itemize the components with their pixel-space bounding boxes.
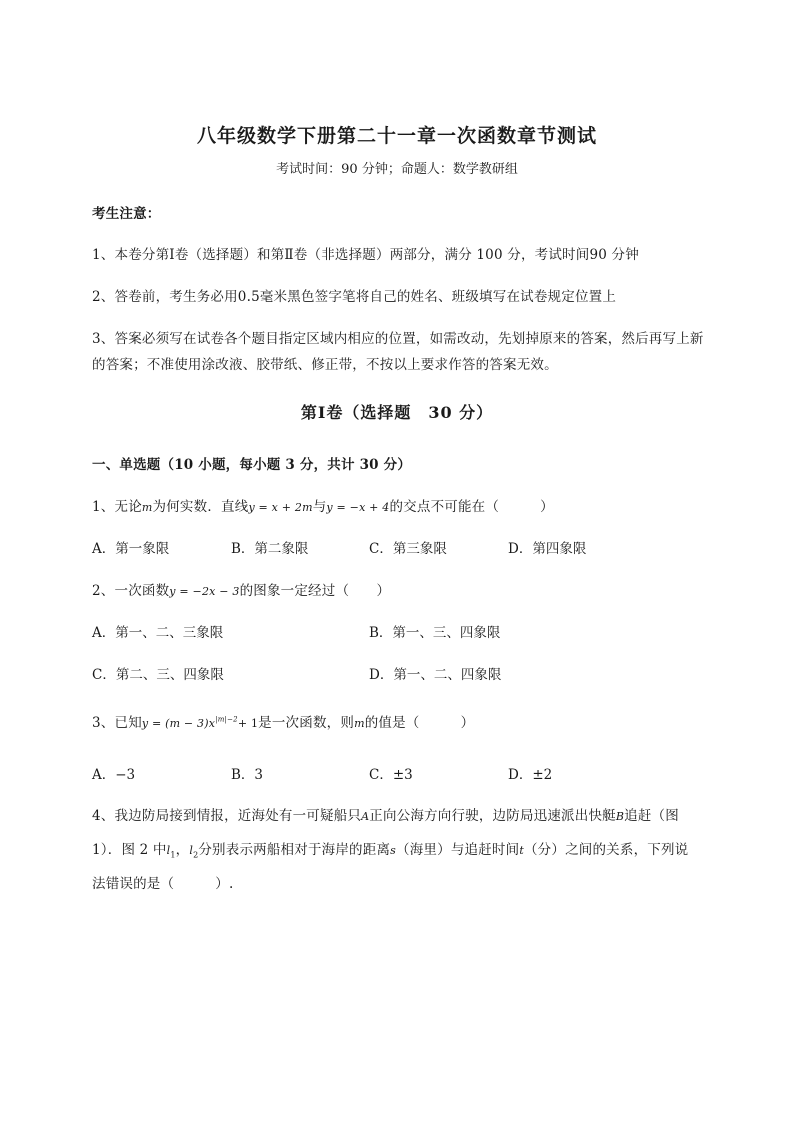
q1-var-m: m xyxy=(141,501,153,514)
page-title: 八年级数学下册第二十一章一次函数章节测试 xyxy=(196,125,597,147)
q4-text-a: 4、我边防局接到情报，近海处有一可疑船只 xyxy=(92,808,362,824)
q4-var-a: A xyxy=(361,810,370,823)
section-title: 第Ⅰ卷（选择题 30 分） xyxy=(300,403,494,422)
q4-var-l1: l xyxy=(166,844,171,857)
q1-equation-1: y = x + 2m xyxy=(248,501,313,514)
q3-text-b: 是一次函数，则 xyxy=(258,715,355,731)
q4-text-c: 追赶（图 xyxy=(624,808,679,824)
question-2-stem xyxy=(92,579,390,599)
q4-var-b: B xyxy=(615,810,625,823)
q3-option-a: A．−3 xyxy=(92,767,136,783)
q3-equation-tail: + 1 xyxy=(237,717,259,730)
q3-option-c: C．±3 xyxy=(369,767,413,783)
question-1-stem xyxy=(92,495,554,515)
q1-text-b: 为何实数．直线 xyxy=(152,499,249,515)
q3-option-b: B．3 xyxy=(231,767,264,783)
q2-option-c: C．第二、三、四象限 xyxy=(92,667,224,683)
notice-item-1: 1、本卷分第Ⅰ卷（选择题）和第Ⅱ卷（非选择题）两部分，满分 100 分，考试时间90 分钟 xyxy=(92,247,639,263)
q2-text-a: 2、一次函数 xyxy=(92,583,170,599)
q3-text-c: 的值是（ ） xyxy=(364,715,475,731)
part-title: 一、单选题（10 小题，每小题 3 分，共计 30 分） xyxy=(92,457,412,473)
q1-option-b: B．第二象限 xyxy=(231,541,309,557)
q4-sub-1: 1 xyxy=(170,850,176,860)
question-4-stem-line-3: 法错误的是（ ）. xyxy=(92,876,234,892)
q2-equation: y = −2x − 3 xyxy=(169,585,240,598)
q4-text-f: 分别表示两船相对于海岸的距离 xyxy=(198,842,391,858)
q3-option-d: D．±2 xyxy=(508,767,553,783)
q4-text-d: 1）．图 2 中 xyxy=(92,842,167,858)
q1-text-c: 与 xyxy=(312,499,327,515)
notice-item-3-cont: 的答案；不准使用涂改液、胶带纸、修正带，不按以上要求作答的答案无效。 xyxy=(92,357,558,373)
q1-text-d: 的交点不可能在（ ） xyxy=(389,499,554,515)
q1-option-a: A．第一象限 xyxy=(92,541,170,557)
q2-option-a: A．第一、二、三象限 xyxy=(92,625,224,641)
q4-var-t: t xyxy=(519,844,524,857)
q1-option-c: C．第三象限 xyxy=(369,541,447,557)
question-3-stem xyxy=(92,711,474,731)
question-4-stem-line-2 xyxy=(92,838,688,860)
q2-option-d: D．第一、二、四象限 xyxy=(369,667,502,683)
q1-option-d: D．第四象限 xyxy=(508,541,587,557)
q4-sub-2: 2 xyxy=(193,850,199,860)
notice-heading: 考生注意： xyxy=(92,206,161,222)
q3-equation-exponent: |m|−2 xyxy=(215,715,238,724)
q4-var-s: s xyxy=(390,844,397,857)
q1-equation-2: y = −x + 4 xyxy=(326,501,390,514)
q3-text-a: 3、已知 xyxy=(92,715,142,731)
q4-text-b: 正向公海方向行驶，边防局迅速派出快艇 xyxy=(369,808,616,824)
question-4-stem-line-1 xyxy=(92,804,679,824)
q3-var-m: m xyxy=(354,717,365,730)
q4-var-l2: l xyxy=(189,844,194,857)
q1-text-a: 1、无论 xyxy=(92,499,142,515)
q2-option-b: B．第一、三、四象限 xyxy=(369,625,501,641)
exam-subtitle: 考试时间：90 分钟；命题人：数学教研组 xyxy=(276,162,518,177)
q4-text-e: ， xyxy=(175,842,190,858)
q2-text-b: 的图象一定经过（ ） xyxy=(239,583,391,599)
notice-item-2: 2、答卷前，考生务必用0.5毫米黑色签字笔将自己的姓名、班级填写在试卷规定位置上 xyxy=(92,289,617,305)
q3-equation-base: y = (m − 3)x xyxy=(141,717,216,730)
notice-item-3: 3、答案必须写在试卷各个题目指定区域内相应的位置，如需改动，先划掉原来的答案，然后再写上新 xyxy=(92,331,704,347)
q4-text-g: （海里）与追赶时间 xyxy=(396,842,520,858)
q4-text-h: （分）之间的关系，下列说 xyxy=(523,842,689,858)
